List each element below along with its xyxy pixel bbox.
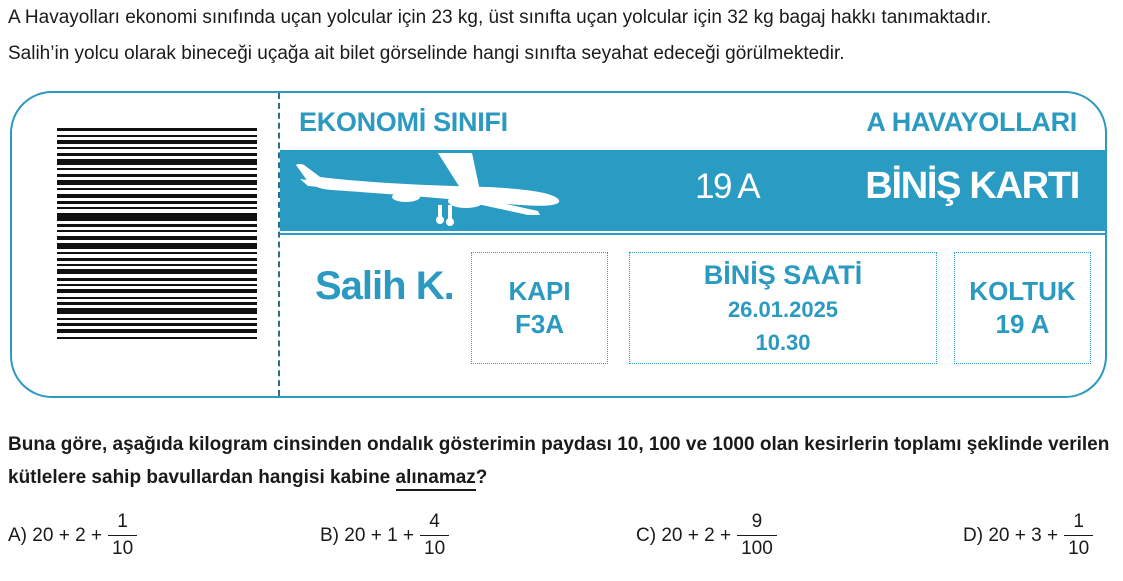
option-whole: 20 + 1 + xyxy=(344,524,415,546)
boarding-pass xyxy=(10,91,1107,398)
fraction-denominator: 10 xyxy=(108,535,137,559)
option-label: B) xyxy=(320,524,339,546)
fraction-numerator: 1 xyxy=(117,511,128,532)
boarding-time-box xyxy=(629,252,937,364)
option-label: C) xyxy=(636,524,657,546)
question-text xyxy=(8,428,1120,494)
option-label: D) xyxy=(963,524,984,546)
fraction-numerator: 4 xyxy=(429,511,440,532)
airline-name: A HAVAYOLLARI xyxy=(866,107,1077,137)
gate-label: KAPI xyxy=(508,276,571,306)
intro-line-1: A Havayolları ekonomi sınıfında uçan yolcular için 23 kg, üst sınıfta uçan yolcular için 32 kg bagaj hakkı tanımaktadır. xyxy=(8,7,992,28)
option-a[interactable] xyxy=(8,512,137,559)
fraction-denominator: 100 xyxy=(737,535,777,559)
option-whole: 20 + 2 + xyxy=(661,524,732,546)
option-fraction xyxy=(1064,512,1093,559)
boarding-time: 10.30 xyxy=(755,330,811,355)
option-label: A) xyxy=(8,524,27,546)
fraction-numerator: 9 xyxy=(751,511,763,532)
seat-box xyxy=(954,252,1091,364)
question-emphasis: alınamaz xyxy=(396,467,476,491)
gate-box xyxy=(471,252,608,364)
fraction-denominator: 10 xyxy=(420,535,449,559)
airplane-icon xyxy=(288,153,568,228)
seat-number-band: 19 A xyxy=(695,167,760,206)
option-fraction xyxy=(737,512,777,559)
ticket-band xyxy=(280,150,1105,231)
intro-line-2: Salih’in yolcu olarak bineceği uçağa ait bilet görselinde hangi sınıfta seyahat edeceği görülmektedir. xyxy=(8,43,845,64)
option-b[interactable] xyxy=(320,512,449,559)
boarding-date: 26.01.2025 xyxy=(727,297,839,322)
seat-value: 19 A xyxy=(995,309,1050,339)
option-c[interactable] xyxy=(636,512,777,559)
question-body: Buna göre, aşağıda kilogram cinsinden ondalık gösterimin paydası 10, 100 ve 1000 olan kesirlerin toplamı şeklinde verilen kütlelere sahip bavullardan hangisi kabine xyxy=(8,434,1110,488)
option-d[interactable] xyxy=(963,512,1093,559)
boarding-time-label: BİNİŞ SAATİ xyxy=(703,260,863,290)
boarding-pass-title: BİNİŞ KARTI xyxy=(865,165,1079,207)
band-underline xyxy=(280,233,1105,235)
option-fraction xyxy=(420,512,449,559)
barcode-icon xyxy=(57,128,257,358)
option-whole: 20 + 3 + xyxy=(988,524,1059,546)
option-fraction xyxy=(108,512,137,559)
passenger-name: Salih K. xyxy=(315,264,454,308)
fraction-denominator: 10 xyxy=(1064,535,1093,559)
fraction-numerator: 1 xyxy=(1073,511,1084,532)
option-whole: 20 + 2 + xyxy=(32,524,103,546)
question-mark: ? xyxy=(475,467,488,488)
perforation-line xyxy=(278,93,280,396)
gate-value: F3A xyxy=(514,309,565,339)
seat-label: KOLTUK xyxy=(969,276,1076,306)
class-label: EKONOMİ SINIFI xyxy=(299,107,508,137)
